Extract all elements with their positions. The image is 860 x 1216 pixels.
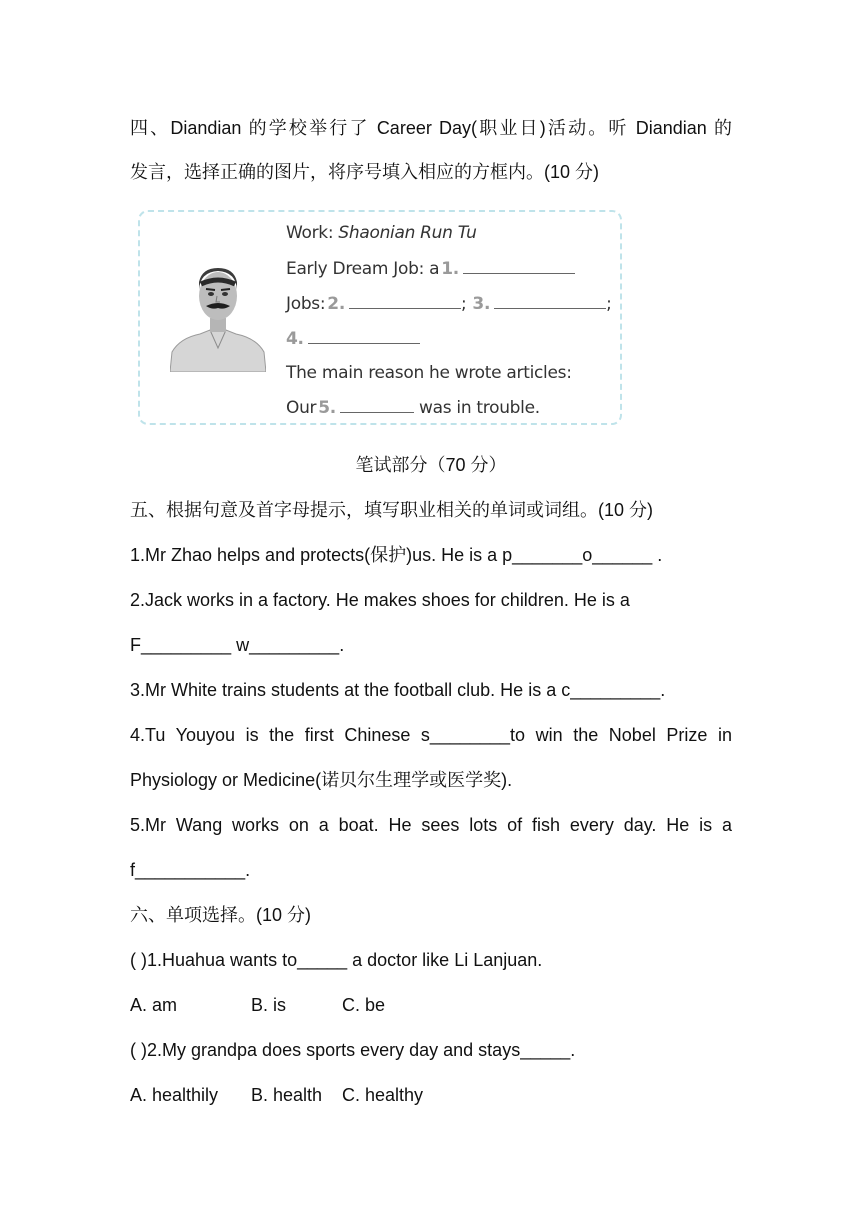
q1-option-a[interactable]: A. am: [130, 995, 178, 1015]
q1-option-c[interactable]: C. be: [342, 995, 386, 1015]
our-label: Our: [286, 398, 317, 418]
section6-question-1: ( )1.Huahua wants to_____ a doctor like Li Lanjuan.: [130, 950, 543, 970]
section4-heading-line2: 发言，选择正确的图片，将序号填入相应的方框内。(10 分): [130, 162, 600, 182]
card-jobs-line: [286, 292, 612, 315]
blank-number-2: 2.: [327, 294, 345, 314]
section4-heading-line1: 四、Diandian 的学校举行了 Career Day(职业日)活动。听 Diandian 的: [130, 118, 732, 138]
card-work-line: [286, 222, 477, 244]
blank-number-5: 5.: [318, 398, 336, 418]
q2-option-b[interactable]: B. health: [251, 1085, 323, 1105]
section5-question-5-line1: 5.Mr Wang works on a boat. He sees lots of fish every day. He is a: [130, 815, 732, 835]
answer-blank-4[interactable]: [308, 327, 420, 344]
section6-question-2: ( )2.My grandpa does sports every day and stays_____.: [130, 1040, 576, 1060]
blank-number-4: 4.: [286, 329, 304, 349]
section5-question-5-line2: f___________.: [130, 860, 251, 880]
work-title: Shaonian Run Tu: [338, 223, 477, 243]
answer-blank-3[interactable]: [494, 292, 606, 309]
blank-number-3: 3.: [472, 294, 491, 314]
early-dream-label: Early Dream Job: a: [286, 259, 440, 279]
semicolon-2: ;: [606, 294, 612, 314]
section5-question-2-line1: 2.Jack works in a factory. He makes shoes for children. He is a: [130, 590, 630, 610]
card-blank4-line: [286, 327, 420, 350]
q2-option-a[interactable]: A. healthily: [130, 1085, 219, 1105]
portrait-image: [170, 260, 266, 372]
listening-card: [138, 210, 622, 425]
section5-question-4-line1: 4.Tu Youyou is the first Chinese s________to win the Nobel Prize in: [130, 725, 732, 745]
section6-heading: 六、单项选择。(10 分): [130, 905, 312, 925]
section5-question-1: 1.Mr Zhao helps and protects(保护)us. He is a p_______o______ .: [130, 545, 663, 565]
written-part-title: 笔试部分（70 分）: [355, 455, 507, 475]
section5-question-2-line2: F_________ w_________.: [130, 635, 345, 655]
section5-heading: 五、根据句意及首字母提示，填写职业相关的单词或词组。(10 分): [130, 500, 654, 520]
answer-blank-1[interactable]: [463, 257, 575, 274]
answer-blank-5[interactable]: [340, 396, 414, 413]
q1-option-b[interactable]: B. is: [251, 995, 287, 1015]
section5-question-4-line2: Physiology or Medicine(诺贝尔生理学或医学奖).: [130, 770, 513, 790]
semicolon-1: ;: [460, 294, 467, 314]
blank-number-1: 1.: [441, 259, 459, 279]
jobs-label: Jobs:: [286, 294, 326, 314]
trouble-label: was in trouble.: [419, 398, 540, 418]
card-reason-line: The main reason he wrote articles:: [286, 363, 572, 383]
section5-question-3: 3.Mr White trains students at the football club. He is a c_________.: [130, 680, 666, 700]
card-our-line: [286, 396, 540, 419]
card-early-dream-line: [286, 257, 575, 280]
work-label: Work:: [286, 223, 334, 243]
answer-blank-2[interactable]: [349, 292, 461, 309]
q2-option-c[interactable]: C. healthy: [342, 1085, 424, 1105]
